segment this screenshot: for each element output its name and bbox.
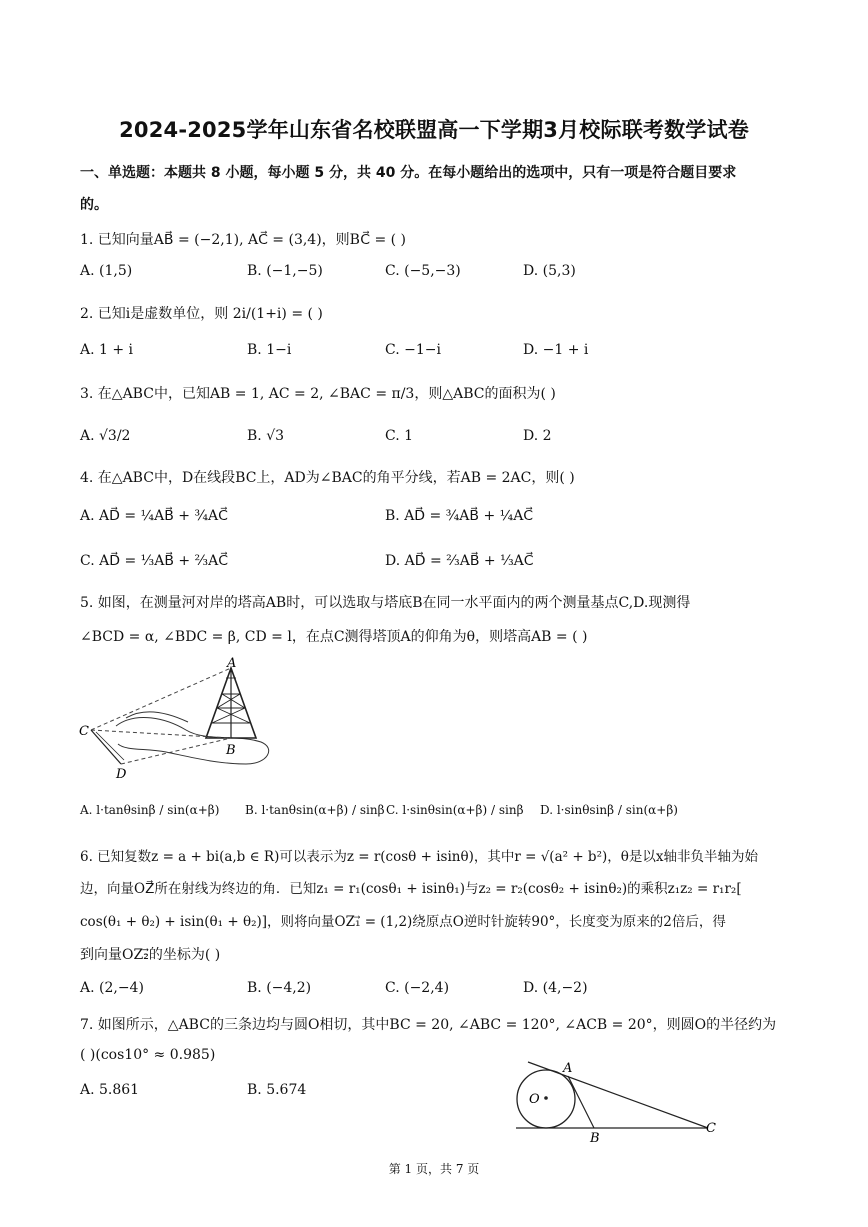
q5-option-d: D. l·sinθsinβ / sin(α+β) — [540, 803, 678, 817]
question-6-stem-line2: 边，向量OZ⃗所在射线为终边的角．已知z₁ = r₁(cosθ₁ + isinθ₁)与z₂ = r₂(cosθ₂ + isinθ₂)的乘积z₁z₂ = r₁r₂[ — [80, 881, 742, 897]
label-b: B — [226, 743, 236, 758]
q3-option-d: D. 2 — [523, 428, 552, 444]
tower-figure — [76, 656, 276, 782]
q2-option-a: A. 1 + i — [80, 342, 134, 358]
q5-option-b: B. l·tanθsin(α+β) / sinβ — [245, 803, 385, 817]
q4-option-d: D. AD⃗ = ⅔AB⃗ + ⅓AC⃗ — [385, 553, 534, 569]
q1-option-c: C. (−5,−3) — [385, 263, 461, 279]
question-6-stem-line3: cos(θ₁ + θ₂) + isin(θ₁ + θ₂)]，则将向量OZ₁⃗ = (1,2)绕原点O逆时针旋转90°，长度变为原来的2倍后，得 — [80, 914, 726, 930]
q4-option-c: C. AD⃗ = ⅓AB⃗ + ⅔AC⃗ — [80, 553, 229, 569]
q4-option-b: B. AD⃗ = ¾AB⃗ + ¼AC⃗ — [385, 508, 534, 524]
q5-option-a: A. l·tanθsinβ / sin(α+β) — [80, 803, 220, 817]
q6-option-d: D. (4,−2) — [523, 980, 588, 996]
page-footer: 第 1 页，共 7 页 — [388, 1162, 480, 1176]
question-5-stem-line2: ∠BCD = α, ∠BDC = β, CD = l，在点C测得塔顶A的仰角为θ，则塔高AB = ( ) — [80, 629, 588, 645]
q3-option-a: A. √3/2 — [80, 428, 131, 444]
question-6-stem-line1: 6. 已知复数z = a + bi(a,b ∈ R)可以表示为z = r(cosθ + isinθ)，其中r = √(a² + b²)，θ是以x轴非负半轴为始 — [80, 849, 758, 865]
label-a: A — [563, 1061, 573, 1076]
q1-option-a: A. (1,5) — [80, 263, 133, 279]
q2-option-b: B. 1−i — [247, 342, 292, 358]
label-o: O — [529, 1092, 540, 1107]
q3-option-c: C. 1 — [385, 428, 414, 444]
q2-option-c: C. −1−i — [385, 342, 441, 358]
question-5-stem-line1: 5. 如图，在测量河对岸的塔高AB时，可以选取与塔底B在同一水平面内的两个测量基点C,D.现测得 — [80, 595, 691, 611]
question-7-stem-line1: 7. 如图所示，△ABC的三条边均与圆O相切，其中BC = 20, ∠ABC = 120°, ∠ACB = 20°，则圆O的半径约为 — [80, 1017, 777, 1033]
q1-option-d: D. (5,3) — [523, 263, 576, 279]
incircle-figure — [512, 1058, 727, 1148]
question-1-stem: 1. 已知向量AB⃗ = (−2,1), AC⃗ = (3,4)，则BC⃗ = ( ) — [80, 232, 407, 248]
label-a: A — [227, 656, 237, 671]
q2-option-d: D. −1 + i — [523, 342, 589, 358]
q1-option-b: B. (−1,−5) — [247, 263, 323, 279]
question-2-stem: 2. 已知i是虚数单位，则 2i/(1+i) = ( ) — [80, 306, 323, 322]
question-3-stem: 3. 在△ABC中，已知AB = 1, AC = 2, ∠BAC = π/3，则△ABC的面积为( ) — [80, 386, 556, 402]
section-heading-line2: 的。 — [80, 197, 108, 213]
label-c: C — [79, 724, 89, 739]
label-d: D — [116, 767, 127, 782]
q6-option-c: C. (−2,4) — [385, 980, 450, 996]
q4-option-a: A. AD⃗ = ¼AB⃗ + ¾AC⃗ — [80, 508, 228, 524]
section-heading-line1: 一、单选题：本题共 8 小题，每小题 5 分，共 40 分。在每小题给出的选项中，只有一项是符合题目要求 — [80, 165, 737, 181]
q7-option-a: A. 5.861 — [80, 1082, 140, 1098]
page-title: 2024-2025学年山东省名校联盟高一下学期3月校际联考数学试卷 — [119, 118, 749, 142]
question-6-stem-line4: 到向量OZ₂⃗的坐标为( ) — [80, 947, 221, 963]
question-4-stem: 4. 在△ABC中，D在线段BC上，AD为∠BAC的角平分线，若AB = 2AC，则( ) — [80, 470, 575, 486]
question-7-stem-line2: ( )(cos10° ≈ 0.985) — [80, 1047, 216, 1063]
q7-option-b: B. 5.674 — [247, 1082, 307, 1098]
label-b: B — [590, 1131, 600, 1146]
q6-option-a: A. (2,−4) — [80, 980, 144, 996]
q5-option-c: C. l·sinθsin(α+β) / sinβ — [386, 803, 524, 817]
q3-option-b: B. √3 — [247, 428, 285, 444]
label-c: C — [706, 1121, 716, 1136]
q6-option-b: B. (−4,2) — [247, 980, 312, 996]
